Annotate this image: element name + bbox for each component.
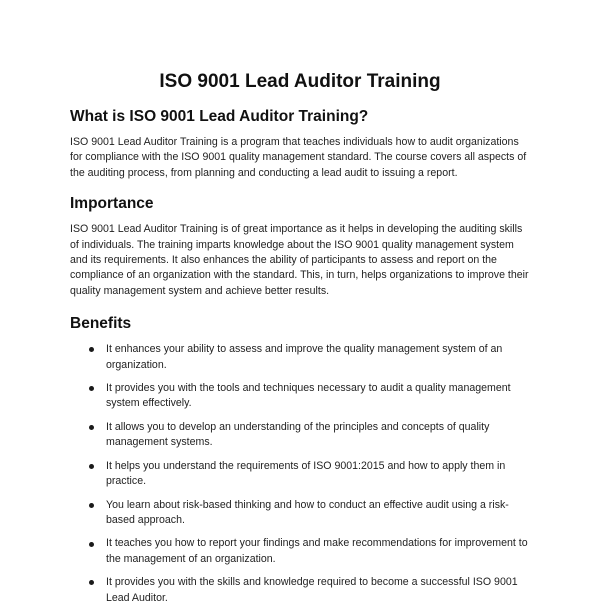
bullet-icon — [89, 425, 94, 430]
benefit-item — [70, 459, 530, 490]
bullet-icon — [89, 386, 94, 391]
bullet-icon — [89, 347, 94, 352]
bullet-icon — [89, 464, 94, 469]
bullet-icon — [89, 503, 94, 508]
bullet-icon — [89, 542, 94, 547]
document-title: ISO 9001 Lead Auditor Training — [159, 71, 441, 92]
benefit-item — [70, 342, 530, 373]
section-body-importance: ISO 9001 Lead Auditor Training is of great importance as it helps in developing the auditing skills of individuals. The training imparts knowledge about the ISO 9001 quality management system and its requirements. It also enhances the ability of participants to assess and report on the compliance of an organization with the standard. This, in turn, helps organizations to improve their quality management system and achieve better results. — [70, 223, 529, 297]
benefit-item — [70, 420, 530, 451]
benefit-text: It allows you to develop an understanding of the principles and concepts of quality management systems. — [106, 420, 490, 449]
benefits-list — [70, 342, 530, 606]
section-heading-importance: Importance — [70, 195, 154, 213]
section-body-what: ISO 9001 Lead Auditor Training is a program that teaches individuals how to audit organizations for compliance with the ISO 9001 quality management standard. The course covers all aspects of the auditing process, from planning and conducting a lead audit to issuing a report. — [70, 136, 527, 179]
benefit-item — [70, 575, 530, 606]
benefit-text: It enhances your ability to assess and improve the quality management system of an organization. — [106, 343, 503, 371]
benefit-item — [70, 381, 530, 412]
benefit-text: It teaches you how to report your findings and make recommendations for improvement to the management of an organization. — [106, 537, 528, 565]
benefit-text: It provides you with the skills and knowledge required to become a successful ISO 9001 Lead Auditor. — [106, 576, 518, 604]
benefit-text: It provides you with the tools and techniques necessary to audit a quality management system effectively. — [106, 382, 511, 410]
bullet-icon — [89, 580, 94, 585]
benefit-item — [70, 498, 530, 529]
section-heading-benefits: Benefits — [70, 315, 132, 333]
benefit-text: You learn about risk-based thinking and how to conduct an effective audit using a risk-based approach. — [106, 498, 509, 526]
benefit-item — [70, 536, 530, 567]
benefit-text: It helps you understand the requirements of ISO 9001:2015 and how to apply them in practice. — [106, 459, 506, 488]
section-heading-what: What is ISO 9001 Lead Auditor Training? — [70, 108, 369, 125]
